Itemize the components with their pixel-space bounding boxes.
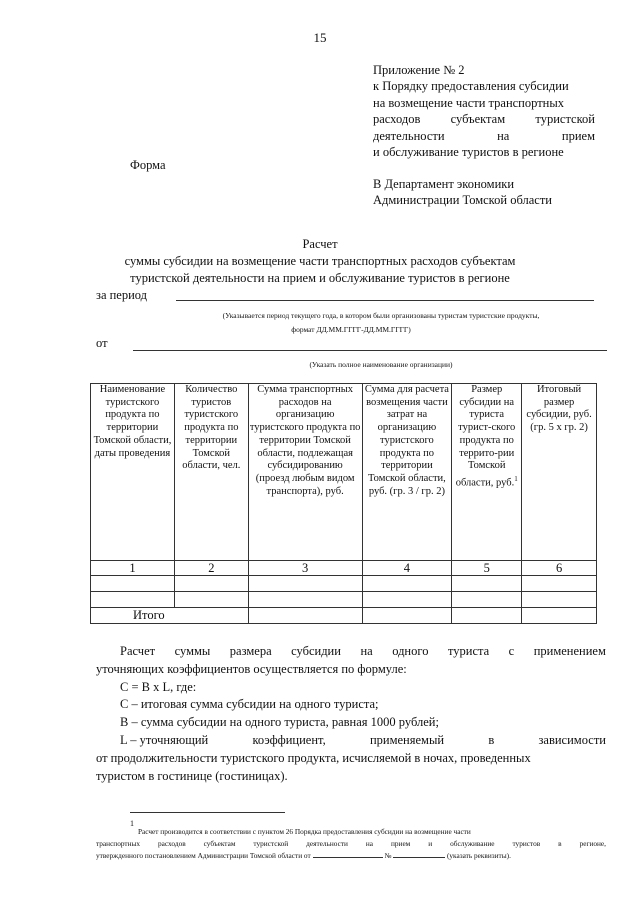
organization-field-line: [133, 350, 607, 351]
table-cell[interactable]: [248, 576, 362, 592]
table-row: [91, 592, 597, 608]
annex-line: и обслуживание туристов в регионе: [373, 145, 564, 160]
footnote-line: утвержденного постановлением Администрации Томской области от № (указать реквизиты).: [96, 851, 511, 860]
table-cell[interactable]: [362, 576, 452, 592]
department-line: В Департамент экономики: [373, 177, 515, 191]
formula-paragraph-line: уточняющих коэффициентов осуществляется по формуле:: [96, 661, 407, 676]
heading-line: суммы субсидии на возмещение части транспортных расходов субъектам: [124, 254, 516, 268]
organization-label: от: [96, 336, 108, 350]
table-cell[interactable]: [362, 592, 452, 608]
column-header: Сумма транспортных расходов на организацию туристского продукта по территории Томской области, подлежащая субсидированию (проезд любым видом транспорта), руб.: [248, 384, 362, 561]
column-number-row: [91, 561, 597, 576]
department-block: [373, 176, 552, 209]
column-header: Наименование туристского продукта по территории Томской области, даты проведения: [91, 384, 175, 561]
column-number: 2: [174, 561, 248, 576]
total-row: [91, 608, 597, 624]
formula-expression: С = В х L, где:: [120, 679, 197, 694]
annex-line-justified: расходов субъектам туристской: [373, 112, 595, 127]
column-header: Размер субсидии на туриста турист-ского продукта по террито-рии Томской области, руб.$^1$: [452, 384, 522, 561]
table-cell[interactable]: [91, 592, 175, 608]
definition-l-line: туристом в гостинице (гостиницах).: [96, 768, 288, 783]
annex-line: к Порядку предоставления субсидии: [373, 79, 569, 94]
department-line: Администрации Томской области: [373, 193, 552, 208]
column-header: Сумма для расчета возмещения части затрат на организацию туристского продукта по территории Томской области, руб. (гр. 3 / гр. 2): [362, 384, 452, 561]
table-cell[interactable]: [362, 608, 452, 624]
table-cell[interactable]: [522, 576, 597, 592]
total-label: Итого: [91, 608, 249, 624]
footnote-date-blank: [313, 857, 383, 858]
heading-line: туристской деятельности на прием и обслуживание туристов в регионе: [130, 271, 510, 285]
definition-l-line: от продолжительности туристского продукта, исчисляемой в ночах, проведенных: [96, 750, 531, 765]
column-number: 3: [248, 561, 362, 576]
annex-title: Приложение № 2: [373, 63, 465, 77]
table-cell[interactable]: [522, 592, 597, 608]
column-number: 1: [91, 561, 175, 576]
column-header: Итоговый размер субсидии, руб. (гр. 5 х гр. 2): [522, 384, 597, 561]
table-cell[interactable]: [452, 592, 522, 608]
definition-c: С – итоговая сумма субсидии на одного туриста;: [120, 697, 379, 712]
table-cell[interactable]: [452, 576, 522, 592]
definition-l-line: L – уточняющий коэффициент, применяемый в зависимости: [120, 732, 606, 747]
table-cell[interactable]: [452, 608, 522, 624]
period-hint: формат ДД.ММ.ГГГГ-ДД.ММ.ГГГГ): [291, 325, 411, 334]
table-cell[interactable]: [91, 576, 175, 592]
calculation-table: [90, 383, 597, 624]
period-label: за период: [96, 288, 148, 302]
heading-title: Расчет: [302, 237, 338, 251]
table-cell[interactable]: [248, 592, 362, 608]
annex-line: на возмещение части транспортных: [373, 95, 565, 110]
column-header: Количество туристов туристского продукта по территории Томской области, чел.: [174, 384, 248, 561]
table-cell[interactable]: [522, 608, 597, 624]
column-number: 4: [362, 561, 452, 576]
table-cell[interactable]: [174, 592, 248, 608]
table-cell[interactable]: [248, 608, 362, 624]
footnote-reference: 1: [514, 474, 518, 483]
footnote-number-blank: [393, 857, 445, 858]
footnote-line: транспортных расходов субъектам туристской деятельности на прием и обслуживание туристов в регионе,: [96, 839, 606, 848]
formula-paragraph-line: Расчет суммы размера субсидии на одного туриста с применением: [120, 644, 606, 658]
annex-block: [373, 62, 595, 160]
period-field-line: [176, 300, 594, 301]
formula-section: [96, 643, 606, 785]
table-row: [91, 576, 597, 592]
footnote-separator: [130, 812, 285, 813]
table-cell[interactable]: [174, 576, 248, 592]
definition-b: В – сумма субсидии на одного туриста, равная 1000 рублей;: [120, 715, 439, 730]
table-header-row: [91, 384, 597, 561]
organization-hint: (Указать полное наименование организации): [309, 360, 453, 369]
annex-line-justified: деятельности на прием: [373, 128, 595, 143]
column-number: 5: [452, 561, 522, 576]
page-number: 15: [313, 30, 327, 45]
footnote-mark: 1: [130, 819, 134, 828]
column-number: 6: [522, 561, 597, 576]
period-hint: (Указывается период текущего года, в котором были организованы туристам туристские продукты,: [222, 311, 540, 320]
footnote-line: Расчет производится в соответствии с пунктом 26 Порядка предоставления субсидии на возмещение части: [138, 827, 471, 836]
form-label: Форма: [130, 158, 166, 172]
